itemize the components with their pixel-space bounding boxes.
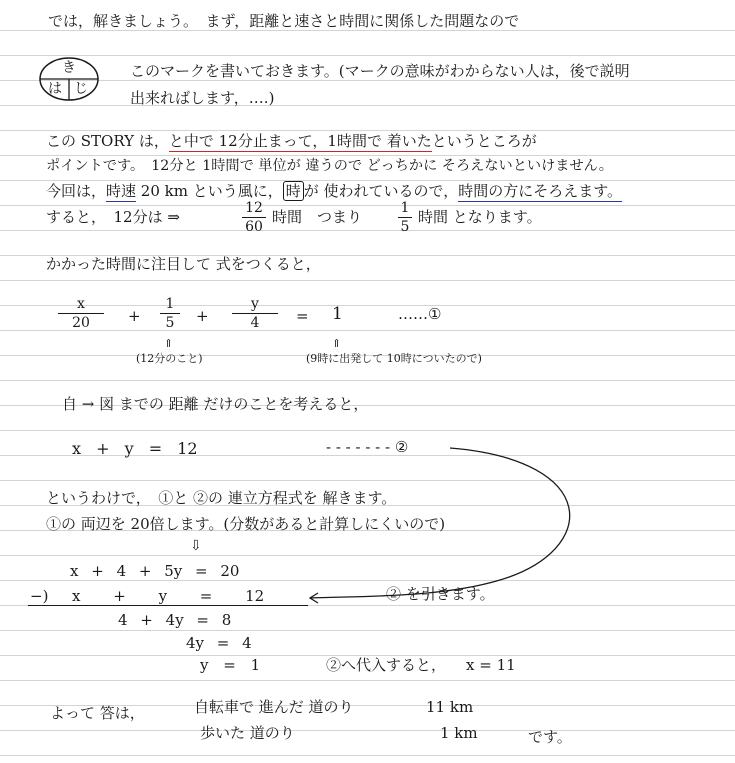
calc-row-3: 4 + 4y = 8 (118, 611, 232, 629)
solve-line-2: ①の 両辺を 20倍します。(分数があると計算しにくいので) (46, 515, 446, 533)
key-point-underline: と中で 12分止まって，1時間で 着いた (168, 132, 432, 150)
subtract-note: ② を引きます。 (386, 585, 495, 603)
calc-rule (28, 605, 308, 606)
note-9-to-10: (9時に出発して 10時についたので) (306, 352, 482, 365)
speed-underline: 時速 (106, 182, 137, 200)
frac-den: 20 (72, 315, 90, 332)
bike-distance-value: 11 km (426, 698, 474, 716)
frac-num: y (251, 296, 259, 312)
fraction-1-5 (398, 200, 412, 235)
mark-ki: き (62, 60, 76, 76)
story-line-3 (46, 182, 622, 200)
mark-ji: じ (74, 81, 88, 97)
frac-num: 1 (165, 296, 175, 312)
frac-bar (242, 217, 266, 218)
calc-minus: −) (30, 587, 49, 605)
frac-bar (58, 313, 104, 314)
eq2-tag: - - - - - - - ② (326, 438, 409, 456)
calc-row-2: x + y = 12 (72, 587, 265, 605)
story-l3-a: 今回は， (46, 182, 107, 200)
story-line-1 (46, 132, 537, 150)
equals: = (296, 307, 309, 325)
frac-den: 60 (245, 219, 263, 236)
story-l4-c: 時間 となります。 (418, 208, 542, 226)
walk-distance-label: 歩いた 道のり (200, 724, 295, 742)
story-l1-b: というところが (431, 132, 537, 150)
story-l4-a: すると， 12分は ⇒ (46, 208, 180, 226)
eq1-tag: ……① (398, 305, 442, 323)
mark-note-2: 出来ればします，….) (130, 89, 275, 107)
rhs-one: 1 (332, 304, 343, 324)
plus-2: + (196, 307, 209, 325)
arrow-up-1: ⇑ (164, 337, 174, 350)
bike-distance-label: 自転車で 進んだ 道のり (194, 698, 354, 716)
answer-lead: よって 答は， (50, 704, 145, 722)
frac-den: 5 (400, 219, 410, 236)
calc-row-1: x + 4 + 5y = 20 (70, 562, 240, 580)
fraction-y-4 (232, 296, 278, 331)
story-l1-a: この STORY は， (46, 132, 169, 150)
mark-ha: は (48, 81, 62, 97)
note-12-min: (12分のこと) (136, 352, 203, 365)
ji-box: 時 (283, 181, 304, 201)
frac-num: 12 (245, 200, 263, 216)
calc-row-4: 4y = 4 (186, 634, 252, 652)
frac-bar (398, 217, 412, 218)
calc-row-5: y = 1 (200, 656, 261, 674)
answer-end: です。 (528, 728, 572, 746)
fraction-x-20 (58, 296, 104, 331)
story-l3-c: が 使われているので， (303, 182, 459, 200)
eq2-expression: x + y = 12 (72, 439, 198, 458)
story-l4-b: 時間 つまり (272, 208, 363, 226)
story-l3-b: 20 km という風に， (136, 182, 283, 200)
distance-intro: 自 → 図 までの 距離 だけのことを考えると， (62, 395, 369, 413)
mark-note-1: このマークを書いておきます。(マークの意味がわからない人は，後で説明 (130, 62, 630, 80)
intro-line: では，解きましょう。 まず，距離と速さと時間に関係した問題なので (48, 12, 520, 30)
frac-bar (160, 313, 180, 314)
solve-line-1: というわけで， ①と ②の 連立方程式を 解きます。 (46, 489, 397, 507)
hour-underline: 時間の方にそろえます。 (458, 182, 623, 200)
plus-1: + (128, 307, 141, 325)
substitute-note: ②へ代入すると， (326, 656, 447, 674)
frac-num: x (77, 296, 85, 312)
fraction-12-60 (242, 200, 266, 235)
frac-den: 4 (250, 315, 260, 332)
down-arrow-icon: ⇩ (190, 538, 202, 554)
equation-intro: かかった時間に注目して 式をつくると， (46, 255, 321, 273)
walk-distance-value: 1 km (440, 724, 478, 742)
frac-den: 5 (165, 315, 175, 332)
x-value: x = 11 (466, 656, 516, 674)
fraction-1-5-eq (160, 296, 180, 331)
arrow-up-2: ⇑ (332, 337, 342, 350)
story-line-2: ポイントです。 12分と 1時間で 単位が 違うので どっちかに そろえないといけません。 (46, 158, 613, 174)
frac-bar (232, 313, 278, 314)
frac-num: 1 (400, 200, 410, 216)
